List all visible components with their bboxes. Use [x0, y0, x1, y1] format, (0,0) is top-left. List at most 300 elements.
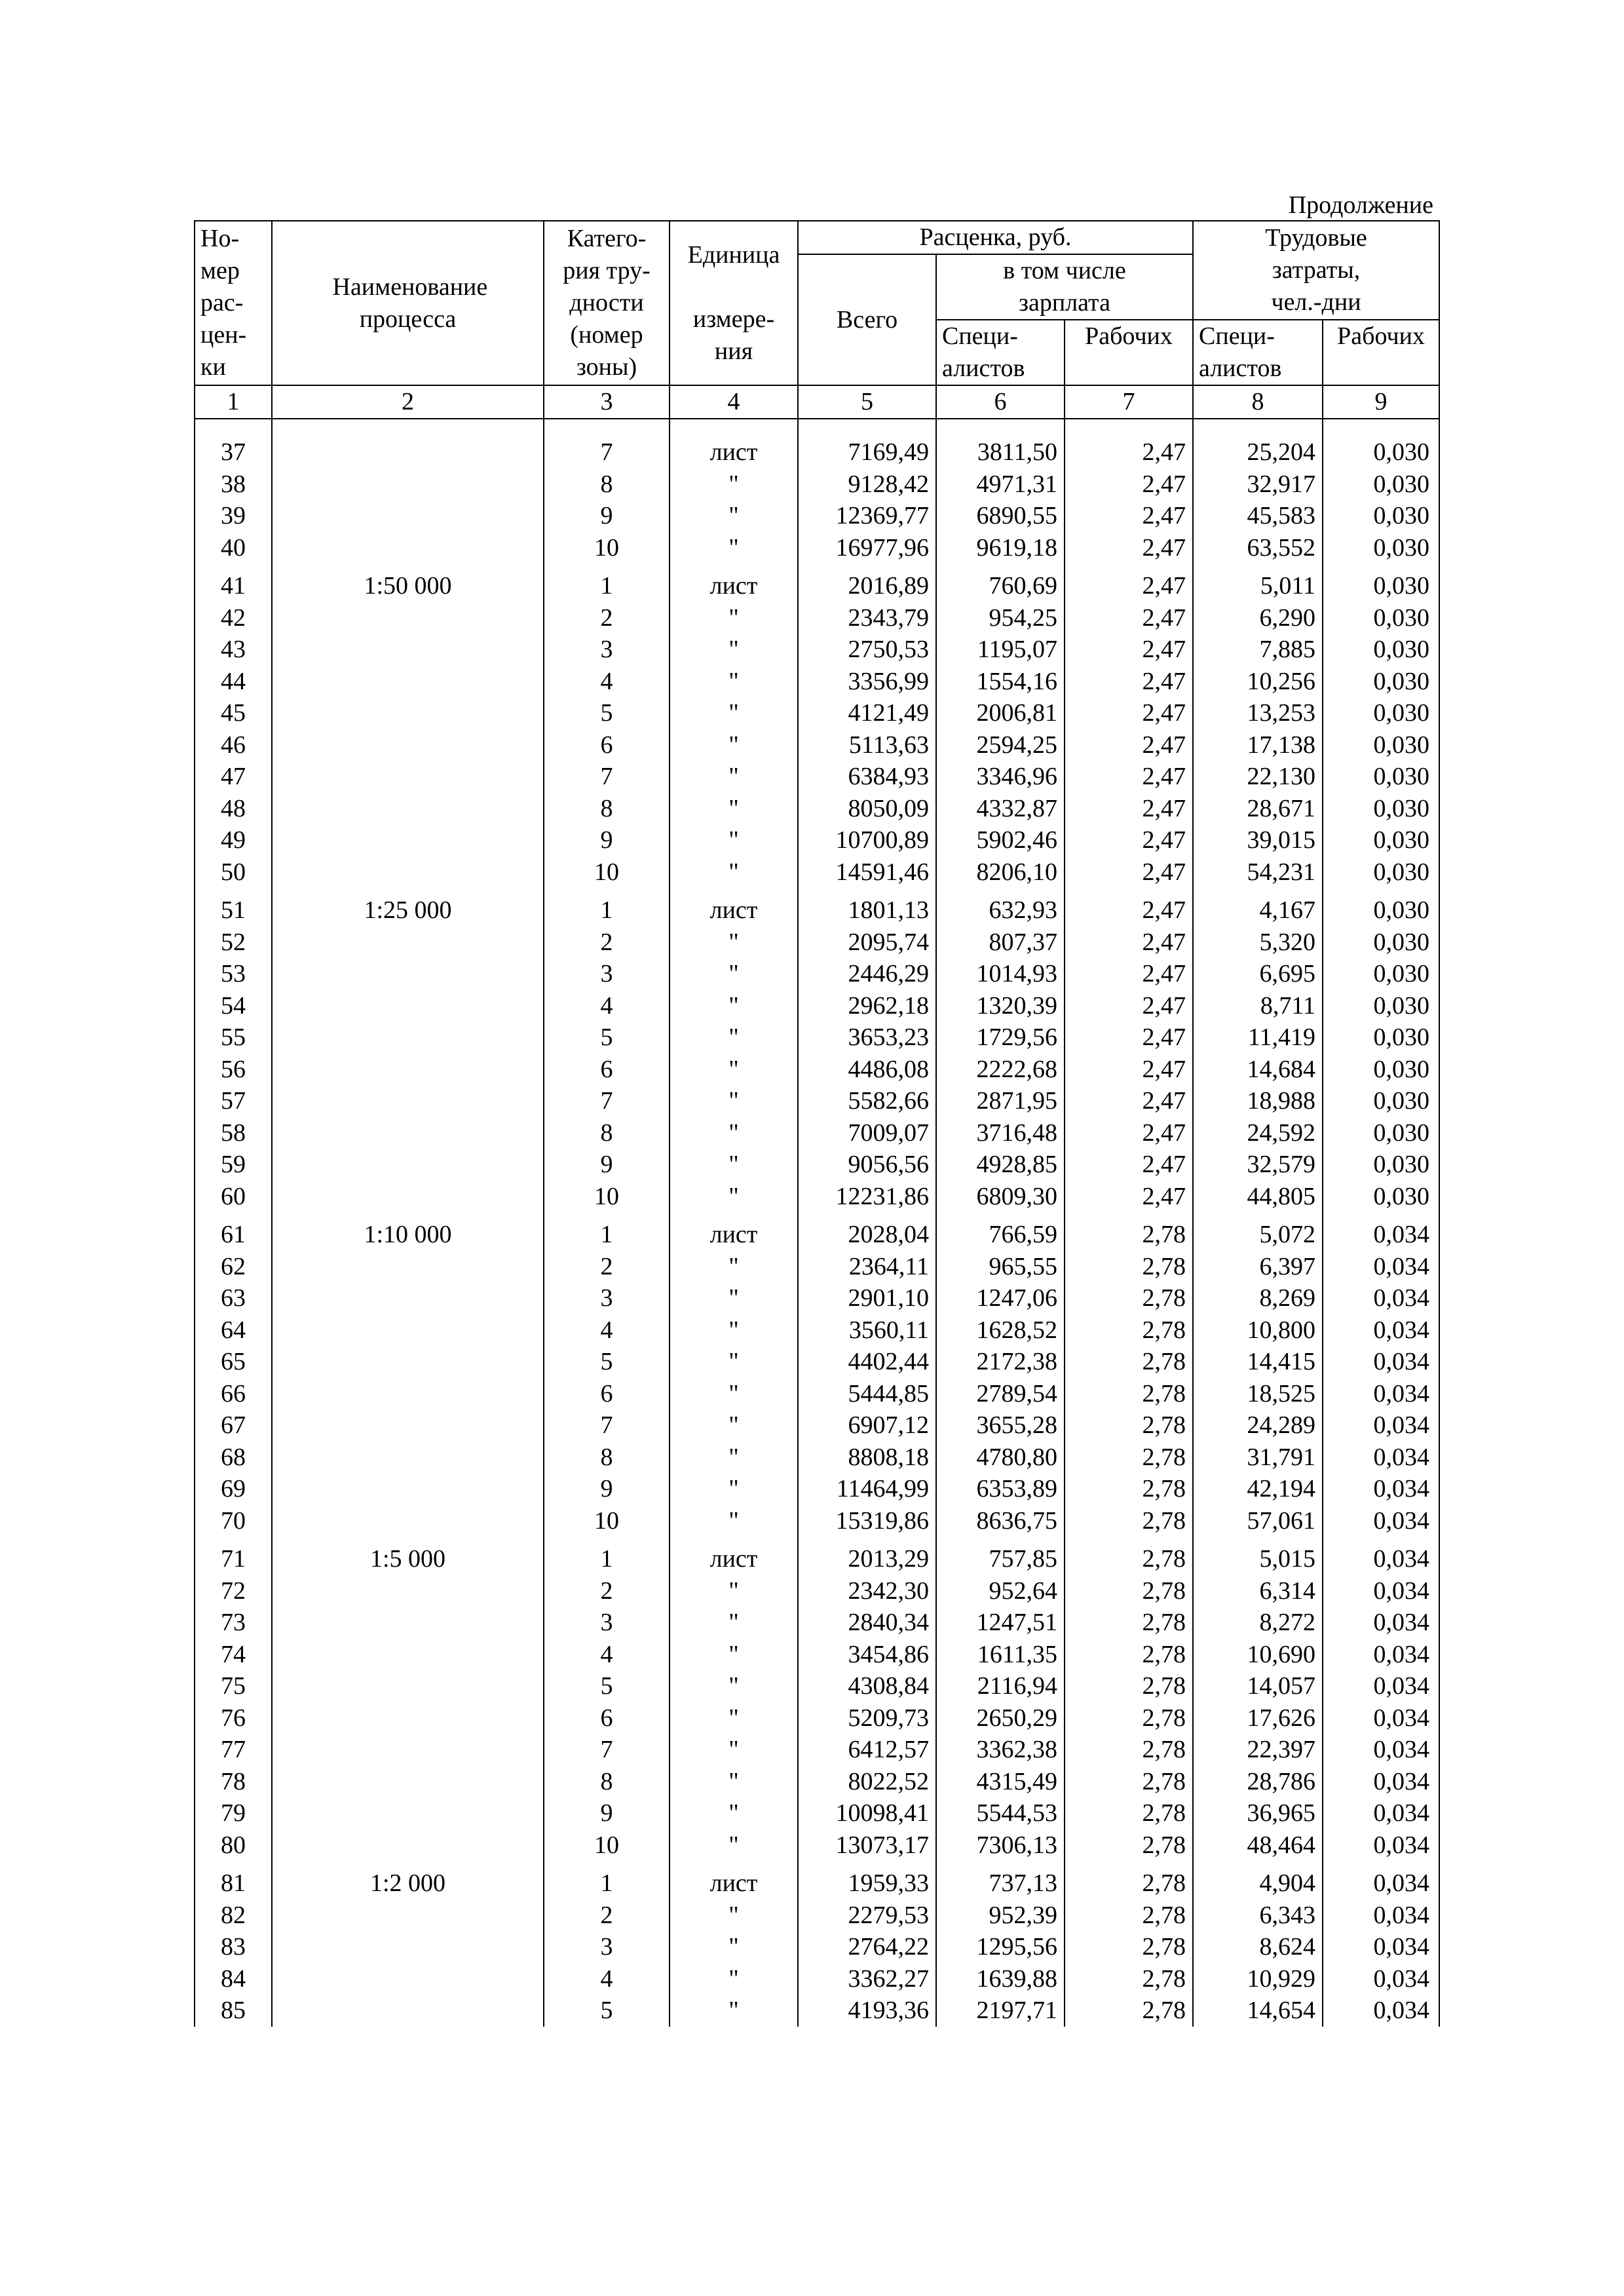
- total-cell: 8050,09: [798, 793, 936, 825]
- process-name-cell: [272, 634, 544, 666]
- header-line: Наименование процесса: [332, 273, 488, 333]
- category-cell: 7: [544, 419, 670, 469]
- labor-specialists-cell: 28,786: [1193, 1766, 1323, 1798]
- labor-workers-cell: 0,030: [1323, 888, 1439, 927]
- category-cell: 4: [544, 666, 670, 698]
- wage-specialists-cell: 1295,56: [936, 1931, 1065, 1963]
- unit-cell: ": [670, 824, 798, 856]
- wage-specialists-cell: 1195,07: [936, 634, 1065, 666]
- total-cell: 5582,66: [798, 1085, 936, 1117]
- total-cell: 2446,29: [798, 958, 936, 990]
- process-name-cell: 1:25 000: [272, 888, 544, 927]
- table-row: [195, 1473, 1439, 1505]
- labor-specialists-cell: 7,885: [1193, 634, 1323, 666]
- header-labor-workers: Рабочих: [1323, 320, 1439, 385]
- process-name-cell: [272, 990, 544, 1022]
- total-cell: 15319,86: [798, 1505, 936, 1537]
- price-table-page: [194, 190, 1439, 2027]
- labor-specialists-cell: 36,965: [1193, 1797, 1323, 1829]
- labor-specialists-cell: 10,256: [1193, 666, 1323, 698]
- labor-specialists-cell: 4,904: [1193, 1861, 1323, 1900]
- category-cell: 1: [544, 1861, 670, 1900]
- process-name-cell: [272, 469, 544, 501]
- table-row: [195, 793, 1439, 825]
- wage-workers-cell: 2,78: [1065, 1670, 1193, 1702]
- process-name-cell: [272, 1900, 544, 1932]
- wage-workers-cell: 2,47: [1065, 1181, 1193, 1213]
- wage-specialists-cell: 760,69: [936, 564, 1065, 602]
- labor-specialists-cell: 48,464: [1193, 1829, 1323, 1862]
- category-cell: 2: [544, 1900, 670, 1932]
- labor-workers-cell: 0,030: [1323, 532, 1439, 564]
- labor-workers-cell: 0,034: [1323, 1212, 1439, 1251]
- table-row: [195, 1702, 1439, 1734]
- wage-specialists-cell: 3655,28: [936, 1409, 1065, 1442]
- category-cell: 5: [544, 1995, 670, 2027]
- total-cell: 1959,33: [798, 1861, 936, 1900]
- wage-specialists-cell: 6809,30: [936, 1181, 1065, 1213]
- process-name-cell: [272, 958, 544, 990]
- wage-workers-cell: 2,47: [1065, 958, 1193, 990]
- total-cell: 2750,53: [798, 634, 936, 666]
- category-cell: 3: [544, 1931, 670, 1963]
- total-cell: 12369,77: [798, 500, 936, 532]
- unit-cell: ": [670, 1473, 798, 1505]
- category-cell: 4: [544, 1314, 670, 1347]
- wage-specialists-cell: 6890,55: [936, 500, 1065, 532]
- wage-workers-cell: 2,47: [1065, 564, 1193, 602]
- unit-cell: ": [670, 1505, 798, 1537]
- process-name-cell: [272, 927, 544, 959]
- total-cell: 3560,11: [798, 1314, 936, 1347]
- process-name-cell: [272, 1346, 544, 1378]
- labor-workers-cell: 0,034: [1323, 1829, 1439, 1862]
- rate-number-cell: 48: [195, 793, 272, 825]
- labor-specialists-cell: 5,015: [1193, 1537, 1323, 1575]
- wage-specialists-cell: 4315,49: [936, 1766, 1065, 1798]
- labor-workers-cell: 0,030: [1323, 927, 1439, 959]
- rate-number-cell: 64: [195, 1314, 272, 1347]
- table-row: [195, 1181, 1439, 1213]
- table-body: [195, 419, 1439, 2027]
- total-cell: 5113,63: [798, 729, 936, 761]
- table-row: [195, 532, 1439, 564]
- unit-cell: ": [670, 1409, 798, 1442]
- wage-specialists-cell: 766,59: [936, 1212, 1065, 1251]
- total-cell: 2013,29: [798, 1537, 936, 1575]
- total-cell: 6412,57: [798, 1734, 936, 1766]
- rate-number-cell: 55: [195, 1022, 272, 1054]
- header-line: ния: [714, 337, 753, 365]
- wage-workers-cell: 2,47: [1065, 888, 1193, 927]
- process-name-cell: [272, 1022, 544, 1054]
- labor-workers-cell: 0,034: [1323, 1670, 1439, 1702]
- category-cell: 1: [544, 564, 670, 602]
- wage-workers-cell: 2,78: [1065, 1212, 1193, 1251]
- unit-cell: ": [670, 1314, 798, 1347]
- unit-cell: ": [670, 761, 798, 793]
- wage-specialists-cell: 4332,87: [936, 793, 1065, 825]
- labor-workers-cell: 0,030: [1323, 469, 1439, 501]
- labor-specialists-cell: 14,684: [1193, 1054, 1323, 1086]
- wage-workers-cell: 2,78: [1065, 1505, 1193, 1537]
- unit-cell: ": [670, 927, 798, 959]
- labor-workers-cell: 0,034: [1323, 1282, 1439, 1314]
- category-cell: 10: [544, 532, 670, 564]
- total-cell: 8808,18: [798, 1442, 936, 1474]
- labor-workers-cell: 0,030: [1323, 602, 1439, 634]
- process-name-cell: 1:5 000: [272, 1537, 544, 1575]
- rate-number-cell: 70: [195, 1505, 272, 1537]
- process-name-cell: [272, 1766, 544, 1798]
- unit-cell: лист: [670, 1861, 798, 1900]
- unit-cell: ": [670, 1149, 798, 1181]
- process-name-cell: 1:10 000: [272, 1212, 544, 1251]
- unit-cell: ": [670, 1931, 798, 1963]
- total-cell: 4486,08: [798, 1054, 936, 1086]
- total-cell: 4402,44: [798, 1346, 936, 1378]
- header-line: рия тру-: [563, 257, 651, 284]
- wage-specialists-cell: 2197,71: [936, 1995, 1065, 2027]
- category-cell: 1: [544, 888, 670, 927]
- header-line: мер: [200, 257, 240, 284]
- price-table: [194, 220, 1440, 2027]
- labor-workers-cell: 0,034: [1323, 1639, 1439, 1671]
- wage-specialists-cell: 8636,75: [936, 1505, 1065, 1537]
- total-cell: 9056,56: [798, 1149, 936, 1181]
- table-row: [195, 500, 1439, 532]
- total-cell: 2764,22: [798, 1931, 936, 1963]
- wage-workers-cell: 2,47: [1065, 761, 1193, 793]
- labor-workers-cell: 0,034: [1323, 1931, 1439, 1963]
- rate-number-cell: 38: [195, 469, 272, 501]
- labor-specialists-cell: 6,314: [1193, 1575, 1323, 1607]
- process-name-cell: [272, 1963, 544, 1995]
- process-name-cell: [272, 500, 544, 532]
- rate-number-cell: 68: [195, 1442, 272, 1474]
- wage-workers-cell: 2,78: [1065, 1282, 1193, 1314]
- process-name-cell: [272, 1670, 544, 1702]
- table-row: [195, 1931, 1439, 1963]
- header-line: дности: [569, 289, 644, 316]
- labor-specialists-cell: 14,654: [1193, 1995, 1323, 2027]
- table-row: [195, 729, 1439, 761]
- labor-specialists-cell: 45,583: [1193, 500, 1323, 532]
- unit-cell: ": [670, 990, 798, 1022]
- rate-number-cell: 83: [195, 1931, 272, 1963]
- unit-cell: ": [670, 793, 798, 825]
- category-cell: 6: [544, 1702, 670, 1734]
- wage-specialists-cell: 2650,29: [936, 1702, 1065, 1734]
- column-number: 6: [936, 385, 1065, 419]
- header-total: Всего: [798, 254, 936, 385]
- column-number: 3: [544, 385, 670, 419]
- total-cell: 10700,89: [798, 824, 936, 856]
- labor-workers-cell: 0,034: [1323, 1607, 1439, 1639]
- unit-cell: ": [670, 1900, 798, 1932]
- labor-workers-cell: 0,030: [1323, 793, 1439, 825]
- rate-number-cell: 39: [195, 500, 272, 532]
- unit-cell: ": [670, 729, 798, 761]
- labor-workers-cell: 0,030: [1323, 856, 1439, 889]
- header-labor-specialists: [1193, 320, 1323, 385]
- table-row: [195, 1149, 1439, 1181]
- total-cell: 4121,49: [798, 697, 936, 729]
- table-row: [195, 1085, 1439, 1117]
- category-cell: 3: [544, 634, 670, 666]
- wage-workers-cell: 2,47: [1065, 1117, 1193, 1149]
- wage-specialists-cell: 6353,89: [936, 1473, 1065, 1505]
- wage-specialists-cell: 3362,38: [936, 1734, 1065, 1766]
- wage-workers-cell: 2,47: [1065, 1022, 1193, 1054]
- process-name-cell: 1:50 000: [272, 564, 544, 602]
- process-name-cell: [272, 1639, 544, 1671]
- rate-number-cell: 67: [195, 1409, 272, 1442]
- header-wage-workers: Рабочих: [1065, 320, 1193, 385]
- labor-specialists-cell: 6,290: [1193, 602, 1323, 634]
- process-name-cell: [272, 856, 544, 889]
- rate-number-cell: 76: [195, 1702, 272, 1734]
- unit-cell: ": [670, 1963, 798, 1995]
- process-name-cell: [272, 1995, 544, 2027]
- wage-workers-cell: 2,47: [1065, 1085, 1193, 1117]
- labor-workers-cell: 0,030: [1323, 1054, 1439, 1086]
- labor-specialists-cell: 6,397: [1193, 1251, 1323, 1283]
- unit-cell: ": [670, 1022, 798, 1054]
- process-name-cell: [272, 532, 544, 564]
- table-row: [195, 1995, 1439, 2027]
- table-row: [195, 697, 1439, 729]
- category-cell: 9: [544, 500, 670, 532]
- rate-number-cell: 81: [195, 1861, 272, 1900]
- wage-workers-cell: 2,78: [1065, 1639, 1193, 1671]
- category-cell: 8: [544, 1117, 670, 1149]
- labor-specialists-cell: 57,061: [1193, 1505, 1323, 1537]
- wage-workers-cell: 2,78: [1065, 1473, 1193, 1505]
- rate-number-cell: 82: [195, 1900, 272, 1932]
- rate-number-cell: 53: [195, 958, 272, 990]
- labor-specialists-cell: 24,289: [1193, 1409, 1323, 1442]
- table-row: [195, 1639, 1439, 1671]
- process-name-cell: 1:2 000: [272, 1861, 544, 1900]
- column-number: 1: [195, 385, 272, 419]
- labor-workers-cell: 0,030: [1323, 697, 1439, 729]
- process-name-cell: [272, 824, 544, 856]
- table-row: [195, 1900, 1439, 1932]
- table-row: [195, 1797, 1439, 1829]
- wage-workers-cell: 2,78: [1065, 1442, 1193, 1474]
- wage-specialists-cell: 1247,51: [936, 1607, 1065, 1639]
- wage-workers-cell: 2,47: [1065, 532, 1193, 564]
- table-row: [195, 1054, 1439, 1086]
- wage-specialists-cell: 2006,81: [936, 697, 1065, 729]
- category-cell: 10: [544, 1181, 670, 1213]
- rate-number-cell: 54: [195, 990, 272, 1022]
- wage-workers-cell: 2,47: [1065, 602, 1193, 634]
- category-cell: 9: [544, 1797, 670, 1829]
- wage-workers-cell: 2,78: [1065, 1702, 1193, 1734]
- table-row: [195, 469, 1439, 501]
- labor-specialists-cell: 32,579: [1193, 1149, 1323, 1181]
- category-cell: 8: [544, 793, 670, 825]
- header-line: рас-: [200, 289, 244, 316]
- unit-cell: ": [670, 1054, 798, 1086]
- labor-specialists-cell: 5,320: [1193, 927, 1323, 959]
- labor-workers-cell: 0,030: [1323, 419, 1439, 469]
- header-line: Но-: [200, 225, 240, 252]
- wage-workers-cell: 2,78: [1065, 1575, 1193, 1607]
- rate-number-cell: 42: [195, 602, 272, 634]
- category-cell: 7: [544, 1734, 670, 1766]
- wage-workers-cell: 2,78: [1065, 1963, 1193, 1995]
- category-cell: 3: [544, 1282, 670, 1314]
- rate-number-cell: 62: [195, 1251, 272, 1283]
- unit-cell: лист: [670, 564, 798, 602]
- unit-cell: ": [670, 500, 798, 532]
- total-cell: 2364,11: [798, 1251, 936, 1283]
- unit-cell: ": [670, 1346, 798, 1378]
- wage-workers-cell: 2,78: [1065, 1797, 1193, 1829]
- unit-cell: ": [670, 697, 798, 729]
- rate-number-cell: 51: [195, 888, 272, 927]
- wage-workers-cell: 2,78: [1065, 1931, 1193, 1963]
- category-cell: 7: [544, 1409, 670, 1442]
- labor-workers-cell: 0,030: [1323, 666, 1439, 698]
- process-name-cell: [272, 1314, 544, 1347]
- category-cell: 9: [544, 824, 670, 856]
- category-cell: 1: [544, 1212, 670, 1251]
- labor-specialists-cell: 8,269: [1193, 1282, 1323, 1314]
- labor-specialists-cell: 10,929: [1193, 1963, 1323, 1995]
- wage-workers-cell: 2,78: [1065, 1314, 1193, 1347]
- header-line: (номер: [570, 321, 643, 349]
- unit-cell: ": [670, 1575, 798, 1607]
- unit-cell: ": [670, 1117, 798, 1149]
- labor-specialists-cell: 31,791: [1193, 1442, 1323, 1474]
- unit-cell: ": [670, 1442, 798, 1474]
- labor-specialists-cell: 8,624: [1193, 1931, 1323, 1963]
- total-cell: 2028,04: [798, 1212, 936, 1251]
- category-cell: 7: [544, 761, 670, 793]
- labor-workers-cell: 0,030: [1323, 1085, 1439, 1117]
- table-row: [195, 1607, 1439, 1639]
- wage-specialists-cell: 8206,10: [936, 856, 1065, 889]
- rate-number-cell: 66: [195, 1378, 272, 1410]
- column-number: 7: [1065, 385, 1193, 419]
- rate-number-cell: 52: [195, 927, 272, 959]
- category-cell: 6: [544, 729, 670, 761]
- table-row: [195, 564, 1439, 602]
- category-cell: 9: [544, 1149, 670, 1181]
- unit-cell: ": [670, 602, 798, 634]
- labor-workers-cell: 0,034: [1323, 1537, 1439, 1575]
- total-cell: 9128,42: [798, 469, 936, 501]
- wage-specialists-cell: 5902,46: [936, 824, 1065, 856]
- wage-workers-cell: 2,47: [1065, 469, 1193, 501]
- total-cell: 14591,46: [798, 856, 936, 889]
- wage-specialists-cell: 954,25: [936, 602, 1065, 634]
- process-name-cell: [272, 1085, 544, 1117]
- labor-workers-cell: 0,034: [1323, 1442, 1439, 1474]
- labor-specialists-cell: 6,695: [1193, 958, 1323, 990]
- category-cell: 8: [544, 1766, 670, 1798]
- wage-workers-cell: 2,78: [1065, 1346, 1193, 1378]
- category-cell: 5: [544, 697, 670, 729]
- labor-workers-cell: 0,030: [1323, 824, 1439, 856]
- labor-workers-cell: 0,034: [1323, 1963, 1439, 1995]
- wage-specialists-cell: 952,64: [936, 1575, 1065, 1607]
- wage-specialists-cell: 1611,35: [936, 1639, 1065, 1671]
- table-row: [195, 1282, 1439, 1314]
- rate-number-cell: 63: [195, 1282, 272, 1314]
- process-name-cell: [272, 1734, 544, 1766]
- unit-cell: ": [670, 1607, 798, 1639]
- wage-specialists-cell: 2594,25: [936, 729, 1065, 761]
- labor-workers-cell: 0,030: [1323, 958, 1439, 990]
- header-rate-group: Расценка, руб.: [798, 221, 1193, 254]
- category-cell: 7: [544, 1085, 670, 1117]
- process-name-cell: [272, 793, 544, 825]
- wage-workers-cell: 2,78: [1065, 1995, 1193, 2027]
- rate-number-cell: 59: [195, 1149, 272, 1181]
- labor-workers-cell: 0,034: [1323, 1766, 1439, 1798]
- total-cell: 5209,73: [798, 1702, 936, 1734]
- category-cell: 8: [544, 1442, 670, 1474]
- header-line: зоны): [576, 353, 637, 381]
- rate-number-cell: 84: [195, 1963, 272, 1995]
- wage-workers-cell: 2,47: [1065, 634, 1193, 666]
- wage-workers-cell: 2,78: [1065, 1607, 1193, 1639]
- rate-number-cell: 50: [195, 856, 272, 889]
- wage-workers-cell: 2,47: [1065, 729, 1193, 761]
- labor-workers-cell: 0,030: [1323, 1117, 1439, 1149]
- wage-workers-cell: 2,78: [1065, 1766, 1193, 1798]
- process-name-cell: [272, 1054, 544, 1086]
- wage-specialists-cell: 9619,18: [936, 532, 1065, 564]
- rate-number-cell: 45: [195, 697, 272, 729]
- labor-specialists-cell: 5,072: [1193, 1212, 1323, 1251]
- header-process-name: [272, 221, 544, 385]
- header-line: Единица: [687, 240, 780, 269]
- process-name-cell: [272, 1505, 544, 1537]
- labor-workers-cell: 0,034: [1323, 1995, 1439, 2027]
- labor-specialists-cell: 8,711: [1193, 990, 1323, 1022]
- labor-workers-cell: 0,034: [1323, 1861, 1439, 1900]
- labor-specialists-cell: 8,272: [1193, 1607, 1323, 1639]
- category-cell: 4: [544, 990, 670, 1022]
- header-line: Специ- алистов: [942, 322, 1025, 382]
- wage-workers-cell: 2,47: [1065, 1149, 1193, 1181]
- unit-cell: ": [670, 1766, 798, 1798]
- category-cell: 8: [544, 469, 670, 501]
- labor-workers-cell: 0,034: [1323, 1575, 1439, 1607]
- total-cell: 2840,34: [798, 1607, 936, 1639]
- rate-number-cell: 60: [195, 1181, 272, 1213]
- labor-workers-cell: 0,034: [1323, 1505, 1439, 1537]
- rate-number-cell: 78: [195, 1766, 272, 1798]
- wage-workers-cell: 2,47: [1065, 697, 1193, 729]
- total-cell: 7169,49: [798, 419, 936, 469]
- table-row: [195, 1861, 1439, 1900]
- table-header: [195, 221, 1439, 419]
- header-difficulty-category: [544, 221, 670, 385]
- total-cell: 8022,52: [798, 1766, 936, 1798]
- unit-cell: ": [670, 1670, 798, 1702]
- table-row: [195, 1829, 1439, 1862]
- labor-workers-cell: 0,034: [1323, 1251, 1439, 1283]
- table-row: [195, 1251, 1439, 1283]
- category-cell: 1: [544, 1537, 670, 1575]
